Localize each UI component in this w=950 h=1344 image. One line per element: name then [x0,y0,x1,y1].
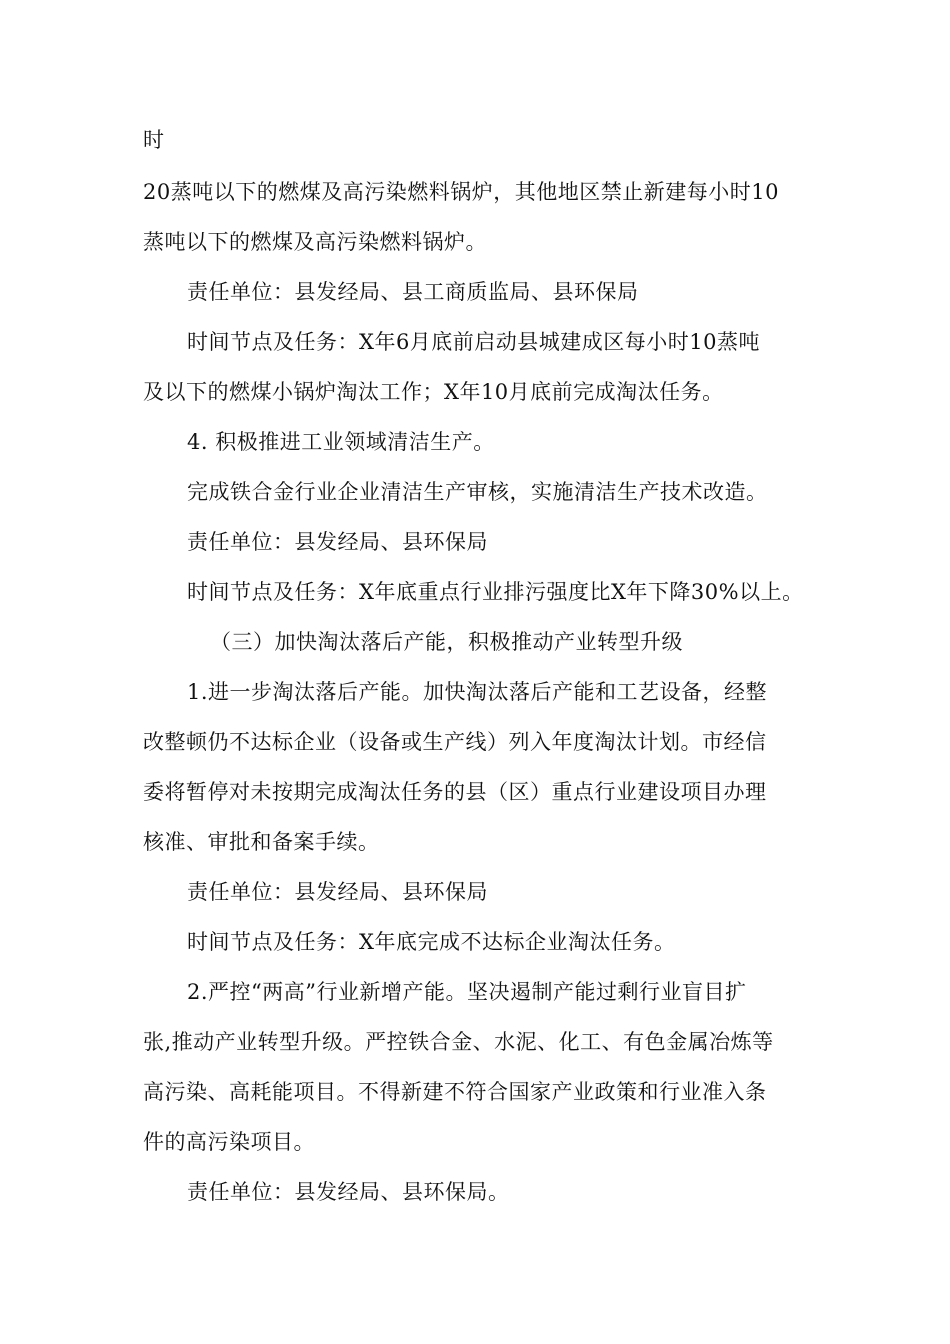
section-heading: （三）加快淘汰落后产能，积极推动产业转型升级 [210,630,683,654]
paragraph-line: 核准、审批和备案手续。 [143,830,380,854]
text-line: 20蒸吨以下的燃煤及高污染燃料锅炉，其他地区禁止新建每小时10 [143,180,779,204]
responsible-unit-line: 责任单位：县发经局、县工商质监局、县环保局 [187,280,639,304]
timeline-line: 时间节点及任务：X年底重点行业排污强度比X年下降30%以上。 [187,580,804,604]
timeline-line: 时间节点及任务：X年底完成不达标企业淘汰任务。 [187,930,676,954]
paragraph-line: 委将暂停对未按期完成淘汰任务的县（区）重点行业建设项目办理 [143,780,767,804]
item-heading: 4. 积极推进工业领域清洁生产。 [187,430,495,454]
paragraph-line: 件的高污染项目。 [143,1130,315,1154]
responsible-unit-line: 责任单位：县发经局、县环保局。 [187,1180,510,1204]
responsible-unit-line: 责任单位：县发经局、县环保局 [187,880,488,904]
paragraph-line: 高污染、高耗能项目。不得新建不符合国家产业政策和行业准入条 [143,1080,767,1104]
paragraph-line: 2.严控“两高”行业新增产能。坚决遏制产能过剩行业盲目扩 [187,980,747,1004]
paragraph-line: 改整顿仍不达标企业（设备或生产线）列入年度淘汰计划。市经信 [143,730,767,754]
responsible-unit-line: 责任单位：县发经局、县环保局 [187,530,488,554]
paragraph-line: 完成铁合金行业企业清洁生产审核，实施清洁生产技术改造。 [187,480,768,504]
timeline-line: 时间节点及任务：X年6月底前启动县城建成区每小时10蒸吨 [187,330,761,354]
paragraph-line: 1.进一步淘汰落后产能。加快淘汰落后产能和工艺设备，经整 [187,680,768,704]
text-line: 时 [143,128,165,152]
paragraph-line: 张,推动产业转型升级。严控铁合金、水泥、化工、有色金属冶炼等 [143,1030,774,1054]
text-line: 及以下的燃煤小锅炉淘汰工作；X年10月底前完成淘汰任务。 [143,380,724,404]
text-line: 蒸吨以下的燃煤及高污染燃料锅炉。 [143,230,487,254]
